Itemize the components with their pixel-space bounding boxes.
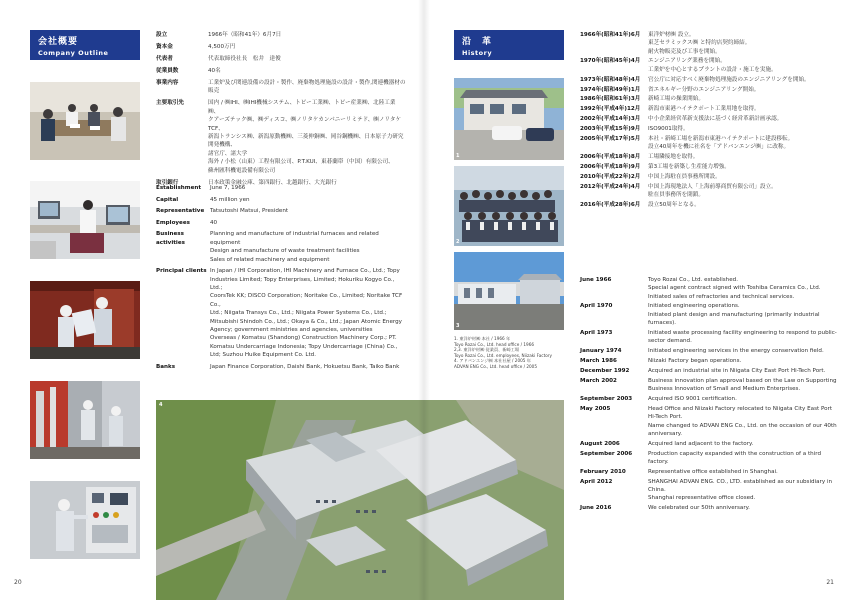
row-value-line: Business innovation plan approval based on the Law on Supporting (648, 377, 837, 384)
info-row (580, 153, 840, 161)
row-value (210, 230, 406, 264)
row-value (648, 357, 840, 365)
row-value-line: Design and manufacture of waste treatment facilities (210, 248, 360, 255)
info-row (580, 405, 840, 438)
heading-jp: 会社概要 (38, 37, 79, 47)
row-value-line: 1966年（昭和41年）6月7日 (208, 32, 282, 38)
row-value (210, 196, 406, 204)
row-value (648, 183, 840, 200)
photo-number: 1 (456, 153, 460, 159)
row-value (648, 504, 840, 512)
row-value-line: 40 (210, 219, 218, 226)
row-value-line: Mitsubishi Shindoh Co., Ltd.; Okaya & Co., Ltd.; Japan Atomic Energy (210, 318, 402, 325)
row-value-line: 40名 (208, 68, 221, 74)
row-value (208, 67, 406, 75)
row-label: August 2006 (580, 440, 620, 447)
row-value-line: Acquired an industrial site in Niigata City East Port Hi-Tech Port. (648, 367, 826, 374)
row-value (648, 115, 840, 123)
row-value (208, 43, 406, 51)
row-value (208, 99, 406, 175)
page-number-left: 20 (14, 579, 22, 586)
row-value-line: 中小企業経営革新支援法に基づく経営革新計画承認。 (648, 116, 783, 123)
row-value-line: 第3工場を新築し生産能力増強。 (648, 164, 730, 171)
row-label: 1973年(昭和48年)4月 (580, 76, 641, 83)
row-label: 2010年(平成22年)2月 (580, 173, 641, 180)
info-row (156, 184, 406, 192)
info-row (580, 347, 840, 355)
caption-line: 1. 東洋炉材㈱ 本社 / 1966 年 (454, 336, 511, 341)
row-label: September 2003 (580, 396, 633, 403)
row-value-line: 日本政策金融公庫、第四銀行、北越銀行、大光銀行 (208, 179, 337, 186)
info-row (580, 367, 840, 375)
row-value (210, 184, 406, 192)
row-label: 代表者 (156, 56, 173, 62)
row-value (648, 135, 840, 152)
photo-furnace-inspection (30, 381, 140, 459)
info-row (580, 440, 840, 448)
row-label: Banks (156, 363, 176, 370)
row-value (648, 478, 840, 503)
caption-line: Toyo Rozai Co., Ltd. employees, Niizaki Factory (454, 352, 552, 358)
row-value (648, 173, 840, 181)
photo-control-panel (30, 481, 140, 559)
row-value-line: 駐在員事務所を閉鎖。 (648, 192, 704, 199)
row-value (648, 86, 840, 94)
row-value-line: 官公庁に対応すべく廃棄物処理施設のエンジニアリングを開始。 (648, 76, 810, 83)
row-value (648, 276, 840, 301)
row-value (648, 105, 840, 113)
row-label: May 2005 (580, 405, 611, 412)
info-row (156, 207, 406, 215)
row-label: Employees (156, 219, 190, 226)
row-value-line: Initiated engineering services in the energy conservation field. (648, 348, 824, 355)
row-value-line: 新潟市東港ハイテクポート工業用地を取得。 (648, 106, 760, 113)
row-value-line: anniversary. (648, 430, 683, 437)
row-label: 2003年(平成15年)9月 (580, 126, 641, 133)
row-label: February 2010 (580, 468, 626, 475)
row-value (648, 440, 840, 448)
overview-jp-table (156, 31, 406, 191)
row-value-line: We celebrated our 50th anniversary. (648, 505, 750, 512)
row-value-line: Sales of related machinery and equipment (210, 256, 330, 263)
row-value-line: Hi-Tech Port. (648, 414, 683, 421)
photo-old-head-office (454, 78, 564, 160)
row-value-line: Representative office established in Shanghai. (648, 468, 778, 475)
info-row (580, 468, 840, 476)
row-label: 1974年(昭和49年)1月 (580, 86, 641, 93)
row-value-line: Japan Finance Corporation, Daishi Bank, Hokuetsu Bank, Taiko Bank (210, 363, 400, 370)
row-value-line: Initiated waste processing facility engineering to respond to public- (648, 329, 837, 336)
photo-employees-group (454, 166, 564, 246)
row-value-line: 工業炉を中心とするプラントの設計・施工を実施。 (648, 66, 777, 73)
row-value (648, 57, 840, 74)
info-row (580, 276, 840, 301)
caption-line: ADVAN ENG Co., Ltd. head office / 2005 (454, 363, 537, 369)
row-label: 2006年(平成18年)9月 (580, 164, 641, 171)
overview-en-table (156, 184, 406, 374)
row-value-line: Agency; government ministries and agencies, universities (210, 327, 373, 334)
row-value (648, 468, 840, 476)
row-value-line: 工業炉及び関連設備の設計・製作、廃棄物処理施設の設計・製作,関連機器材の販売 (208, 80, 406, 95)
photo-office-meeting (30, 82, 140, 160)
row-label: 設立 (156, 32, 168, 38)
row-value (648, 367, 840, 375)
spread-gutter (418, 0, 430, 600)
row-label: June 2016 (580, 505, 612, 512)
info-row (580, 173, 840, 181)
row-value-line: 新潟トランシス㈱、新潟原動機㈱、三菱伸銅㈱、岡谷鋼機㈱、日本原子力研究開発機構、 (208, 134, 404, 149)
row-value-line: 海外 / 小松（山東）工程有限公司、P.T.KUI、東碁蘭帯（中国）有限公司、 (208, 159, 394, 166)
history-heading (454, 30, 564, 60)
row-value-line: Acquired ISO 9001 certification. (648, 396, 737, 403)
info-row (580, 135, 840, 152)
row-value (648, 76, 840, 84)
info-row (156, 99, 406, 175)
row-label: 1992年(平成4年)12月 (580, 106, 641, 113)
row-value-line: 設立40周年を機に社名を「アドバンエンジ㈱」に改称。 (648, 144, 790, 151)
row-value-line: 東洋炉材㈱ 設立。 (648, 32, 695, 38)
row-value-line: 本社・新崎工場を新潟市東港ハイテクポートに建設移転。 (648, 136, 794, 143)
info-row (580, 329, 840, 346)
row-value (210, 267, 406, 359)
row-value-line: ISO9001取得。 (648, 126, 689, 133)
row-value-line: Production capacity expanded with the construction of a third factory. (648, 450, 822, 465)
photo-number: 4 (159, 402, 163, 408)
row-value-line: In Japan / IHI Corporation, IHI Machinery and Furnace Co., Ltd.; Topy (210, 268, 400, 275)
row-value-line: 東芝セラミックス㈱ と特約店契約締結。 (648, 40, 751, 47)
row-label: Business activities (156, 231, 185, 246)
row-value-line: 45 million yen (210, 196, 250, 203)
row-value-line: sector demand. (648, 338, 692, 345)
row-value-line: Industries Limited; Topy Enterprises, Limited; Hokuriku Kogyo Co., Ltd.; (210, 276, 395, 291)
history-en-list (580, 276, 840, 514)
row-value-line: 耐火物販売及び工事を開始。 (648, 48, 721, 55)
info-row (580, 183, 840, 200)
row-value (648, 125, 840, 133)
info-row (580, 163, 840, 171)
company-outline-heading (30, 30, 140, 60)
row-value-line: 代表取締役社長 松井 達俊 (208, 56, 281, 62)
info-row (156, 55, 406, 63)
heading-en: History (462, 49, 493, 57)
row-label: 2002年(平成14年)3月 (580, 116, 641, 123)
row-value-line: Head Office and Niizaki Factory relocated to Niigata City East Port (648, 405, 833, 412)
row-value-line: Initiated sales of refractories and technical services. (648, 293, 795, 300)
info-row (580, 395, 840, 403)
row-value-line: Niizaki Factory began operations. (648, 358, 742, 365)
row-value (648, 377, 840, 394)
row-value-line: Initiated engineering operations. (648, 303, 740, 310)
row-value (210, 219, 406, 227)
row-value-line: Initiated plant design and manufacturing (primarily industrial furnaces). (648, 311, 820, 327)
info-row (156, 43, 406, 51)
row-value-line: Shanghai representative office closed. (648, 495, 756, 502)
row-label: Representative (156, 208, 205, 215)
history-jp-list (580, 31, 840, 211)
row-value-line: 省エネルギー分野のエンジニアリング開始。 (648, 86, 760, 93)
row-value-line: クアーズテック㈱、㈱ディスコ、㈱ノリタケカンパニーリミテド、㈱ノリタケTCF、 (208, 117, 402, 132)
row-value (208, 55, 406, 63)
row-label: September 2006 (580, 450, 633, 457)
photo-number: 3 (456, 323, 460, 329)
row-value-line: 諸官庁、諸大学 (208, 150, 248, 157)
row-value (648, 153, 840, 161)
row-value-line: 国内 / ㈱IHI、㈱IHI機械システム、トピー工業㈱、トピー産業㈱、北陸工業㈱、 (208, 100, 396, 115)
row-value (648, 163, 840, 171)
row-value-line: Komatsu Undercarriage Indonesia; Topy Undercarriage (China) Co., (210, 343, 398, 350)
row-value (648, 405, 840, 438)
row-label: 事業内容 (156, 80, 179, 86)
row-value (648, 329, 840, 346)
row-label: 1986年(昭和61年)3月 (580, 96, 641, 103)
row-value-line: 蘇州匯科機電設備有限公司 (208, 167, 276, 174)
row-value-line: Name changed to ADVAN ENG Co., Ltd. on the occasion of our 40th (648, 422, 837, 429)
info-row (580, 377, 840, 394)
row-label: Establishment (156, 185, 202, 191)
heading-en: Company Outline (38, 49, 109, 57)
row-value-line: 中国上海現地法人「上海前導商貿有限公司」設立。 (648, 183, 777, 190)
info-row (156, 31, 406, 39)
row-label: January 1974 (580, 348, 622, 355)
info-row (580, 95, 840, 103)
row-value (208, 79, 406, 96)
row-value-line: CoorsTek KK; DISCO Corporation; Noritake Co., Limited; Noritake TCF Co., (210, 293, 403, 308)
info-row (580, 86, 840, 94)
info-row (580, 57, 840, 74)
page-number-right: 21 (826, 579, 834, 586)
row-value-line: エンジニアリング業務を開始。 (648, 58, 726, 65)
info-row (580, 105, 840, 113)
row-value-line: Business Innovation of Small and Medium Enterprises. (648, 386, 801, 393)
info-row (580, 125, 840, 133)
row-value-line: SHANGHAI ADVAN ENG. CO., LTD. established as our subsidiary in China. (648, 478, 833, 493)
row-value (648, 347, 840, 355)
row-value (648, 31, 840, 56)
photo-niizaki-factory (454, 252, 564, 330)
caption-line: 4. アドバンエンジ㈱ 本社社屋 / 2005 年 (454, 358, 531, 364)
row-value-line: June 7, 1966 (210, 185, 246, 191)
info-row (580, 478, 840, 503)
row-value (648, 450, 840, 467)
row-label: Capital (156, 196, 179, 203)
row-value-line: 工場隣接地を取得。 (648, 154, 699, 161)
row-value-line: Ltd.; Niigata Transys Co., Ltd.; Niigata Power Systems Co., Ltd.; (210, 310, 387, 317)
row-label: April 2012 (580, 478, 613, 485)
row-value-line: Overseas / Komatsu (Shandong) Construction Machinery Corp.; PT. (210, 335, 397, 342)
info-row (580, 76, 840, 84)
row-value (210, 207, 406, 215)
row-label: March 2002 (580, 377, 617, 384)
photo-factory-workers (30, 281, 140, 359)
caption-line: 2,3. 東洋炉材㈱ 従業員、新崎工場 (454, 347, 520, 353)
info-row (156, 196, 406, 204)
info-row (580, 201, 840, 209)
row-value-line: Planning and manufacture of industrial furnaces and related equipment (210, 231, 379, 246)
info-row (156, 363, 406, 371)
row-label: 1970年(昭和45年)4月 (580, 58, 641, 65)
row-value (648, 395, 840, 403)
row-value (648, 302, 840, 327)
row-label: 従業員数 (156, 68, 179, 74)
row-value-line: Toyo Rozai Co., Ltd. established. (648, 277, 738, 283)
row-label: June 1966 (580, 277, 612, 283)
info-row (580, 31, 840, 56)
row-value-line: Tatsutoshi Matsui, President (210, 208, 289, 215)
row-label: 資本金 (156, 44, 173, 50)
info-row (580, 115, 840, 123)
info-row (156, 79, 406, 96)
info-row (580, 504, 840, 512)
photo-aerial-head-office (156, 400, 564, 600)
row-value-line: 4,500万円 (208, 44, 236, 50)
caption-line: Toyo Rozai Co., Ltd. head office / 1966 (454, 341, 535, 347)
row-label: 2016年(平成28年)6月 (580, 202, 641, 209)
row-label: 2012年(平成24年)4月 (580, 183, 641, 190)
row-label: April 1970 (580, 303, 613, 310)
info-row (156, 67, 406, 75)
row-value-line: Ltd; Suzhou Huike Equipment Co. Ltd. (210, 352, 316, 359)
photo-captions (454, 336, 564, 370)
info-row (156, 267, 406, 359)
row-value (648, 201, 840, 209)
row-value (210, 363, 406, 371)
row-value (208, 31, 406, 39)
row-value-line: 新崎工場の操業開始。 (648, 96, 704, 103)
row-label: April 1973 (580, 329, 613, 336)
info-row (156, 219, 406, 227)
row-label: 主要取引先 (156, 100, 184, 107)
info-row (580, 450, 840, 467)
row-label: 1966年(昭和41年)6月 (580, 32, 641, 38)
row-value-line: 設立50周年となる。 (648, 202, 700, 209)
photo-office-computers (30, 181, 140, 259)
row-label: 2005年(平成17年)5月 (580, 136, 641, 143)
photo-number: 2 (456, 239, 460, 245)
row-label: March 1986 (580, 358, 617, 365)
row-value (648, 95, 840, 103)
info-row (580, 302, 840, 327)
row-label: Principal clients (156, 268, 207, 275)
row-value-line: Special agent contract signed with Toshiba Ceramics Co., Ltd. (648, 285, 821, 292)
row-label: 取引銀行 (156, 179, 179, 186)
row-label: December 1992 (580, 367, 630, 374)
row-value-line: 中国上海駐在員事務所開設。 (648, 173, 721, 180)
row-label: 2006年(平成18年)8月 (580, 154, 641, 161)
info-row (580, 357, 840, 365)
row-value-line: Acquired land adjacent to the factory. (648, 440, 754, 447)
heading-jp: 沿 革 (462, 37, 493, 47)
info-row (156, 230, 406, 264)
